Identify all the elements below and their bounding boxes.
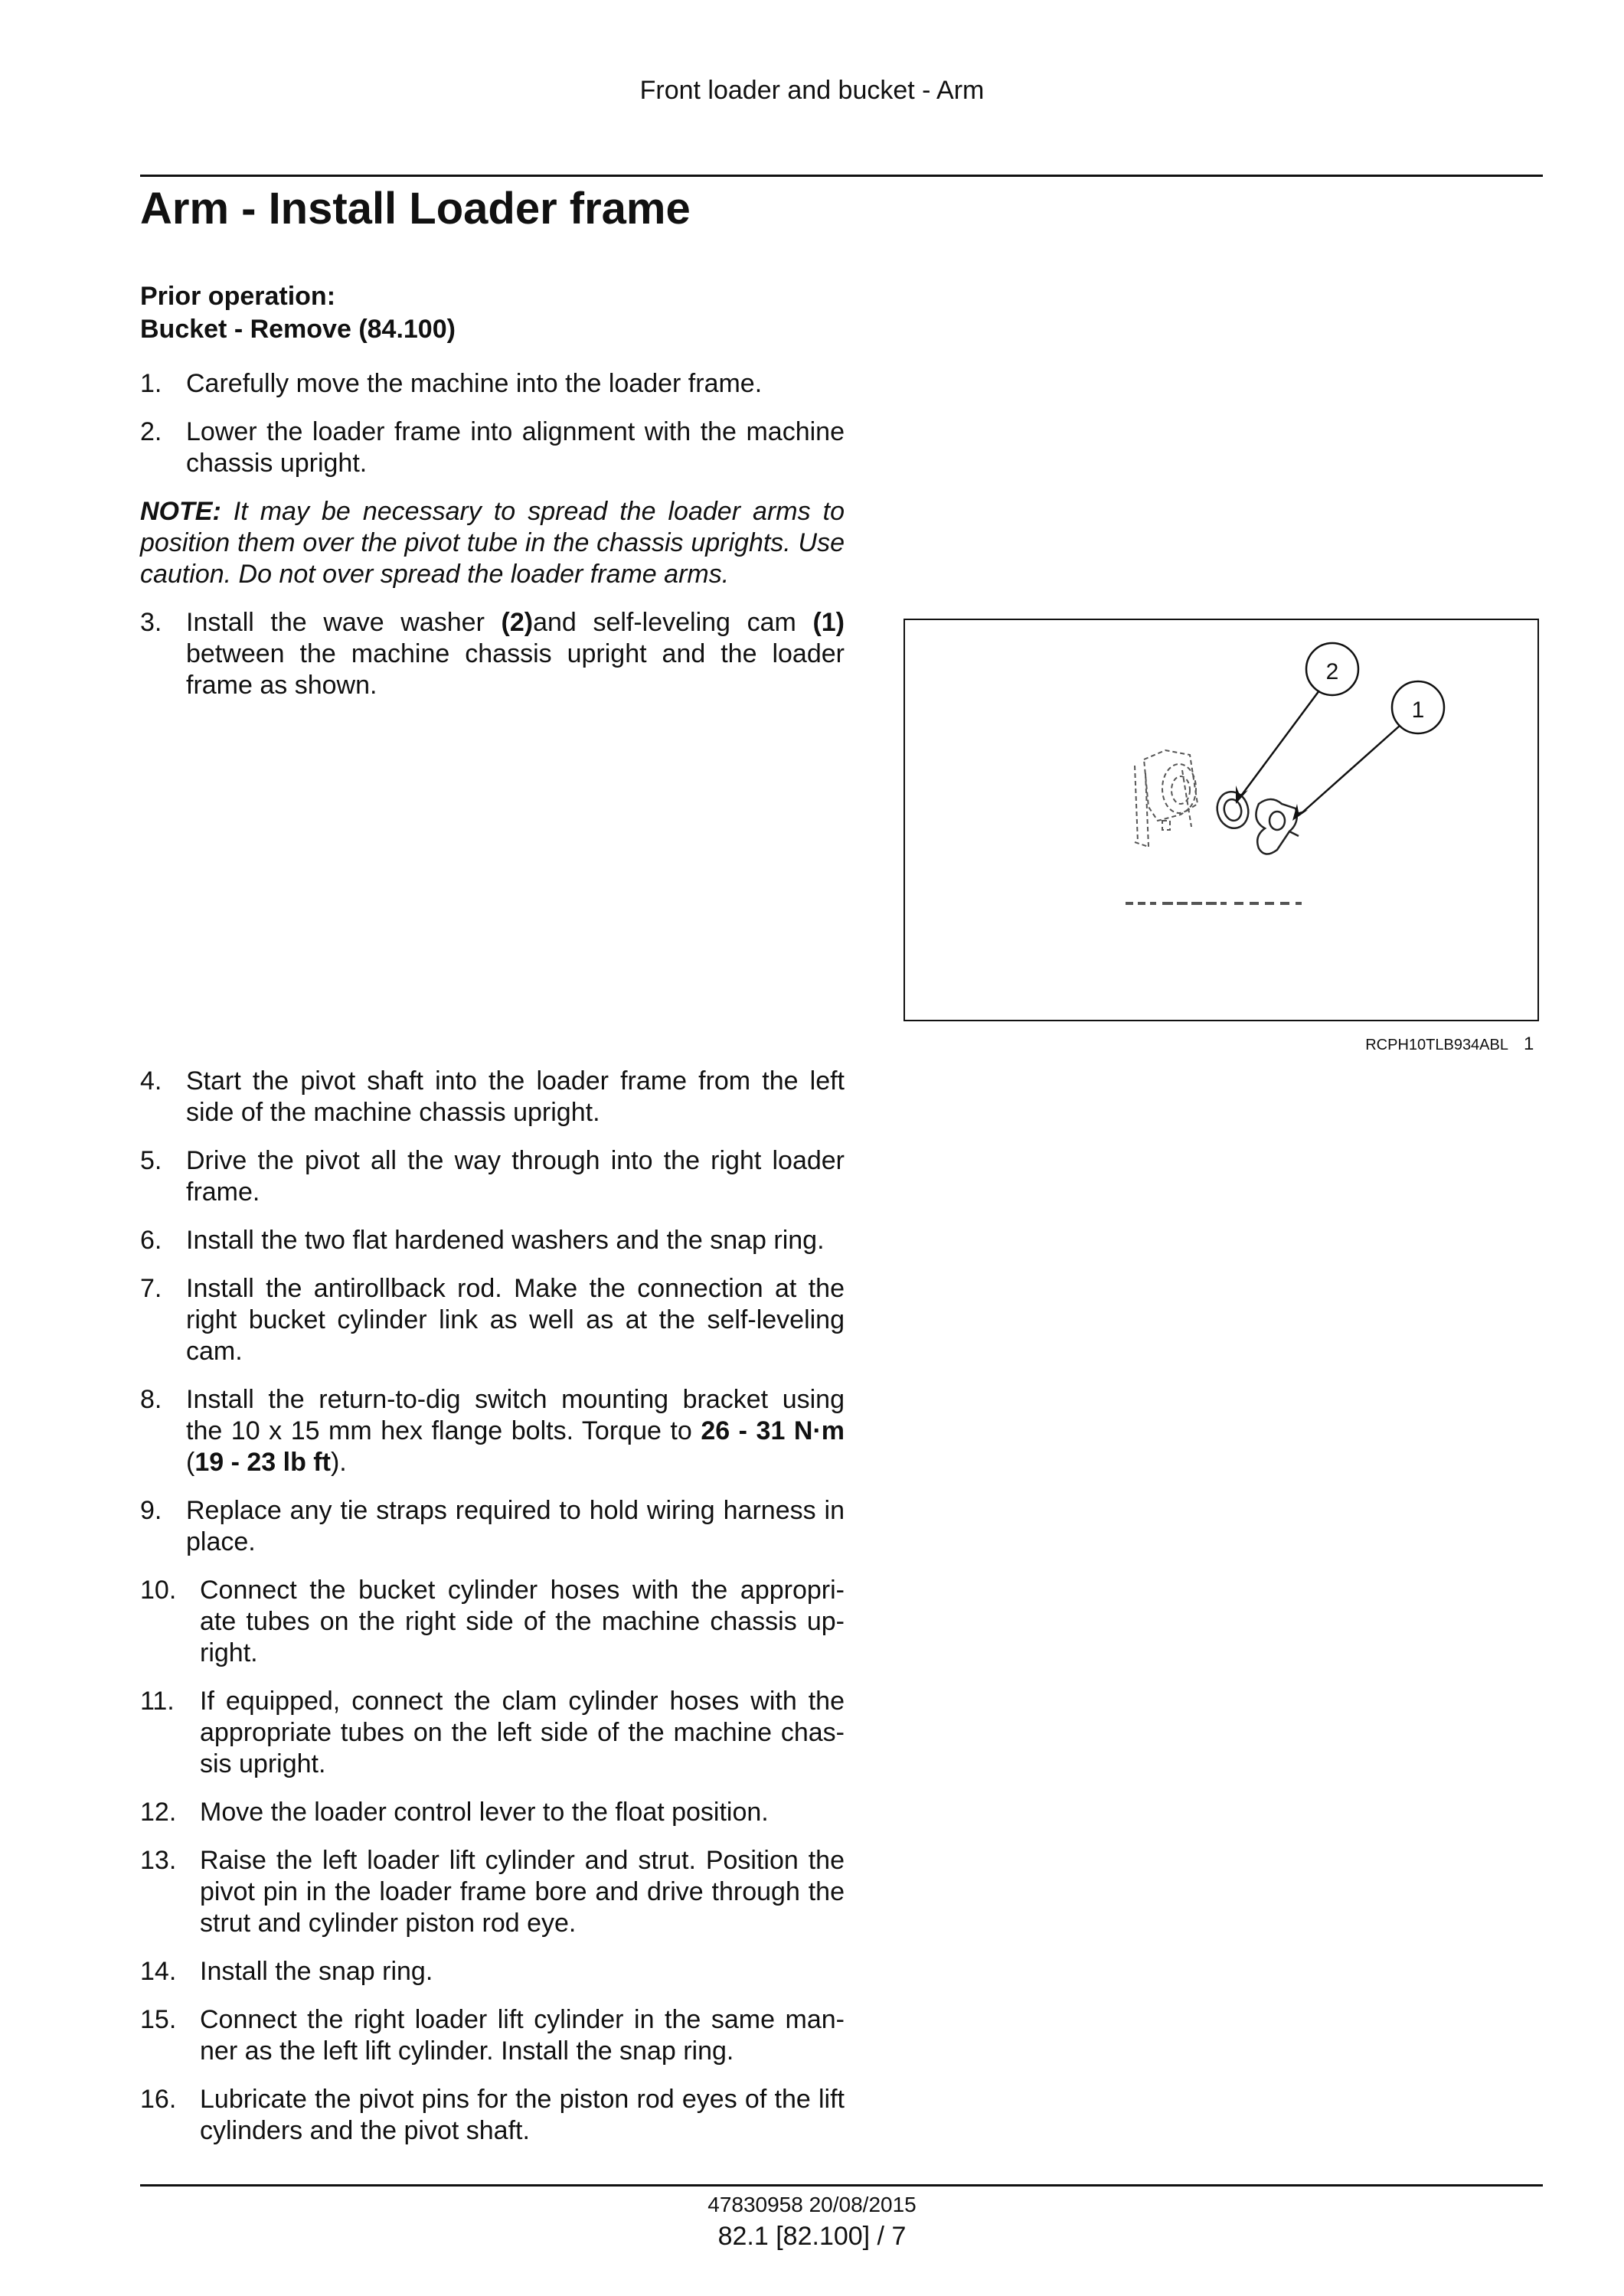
step-number: 14. [140, 1957, 177, 1986]
step-text: If equipped, connect the clam cylinder hoses with the appropriate tubes on the left side of the machine chas- sis upright. [200, 1687, 845, 1778]
step-number: 3. [140, 608, 162, 637]
torque-value-metric: 26 - 31 N·m [701, 1416, 845, 1445]
step-number: 7. [140, 1274, 162, 1303]
step-number: 4. [140, 1066, 162, 1096]
footer-rule [140, 2184, 1543, 2187]
step-text: Carefully move the machine into the loader frame. [186, 369, 763, 398]
step-text: Install the antirollback rod. Make the connection at the right bucket cylinder link as well as at the self-leveling cam. [186, 1274, 845, 1366]
step-text-part: between the machine chassis upright and the loader frame as shown. [186, 639, 845, 700]
step-number: 10. [140, 1576, 177, 1605]
step-text-part: Install the return-to-dig switch mounting bracket using the 10 x 15 mm hex flange bolts. Torque to [186, 1385, 845, 1445]
step-13 [140, 1845, 845, 1939]
step-2 [140, 416, 845, 479]
callout-1-label: 1 [1411, 697, 1425, 723]
document-code: 47830958 20/08/2015 [707, 2193, 917, 2216]
step-text: Install the snap ring. [200, 1957, 433, 1986]
steps-upper [140, 368, 845, 701]
step-number: 11. [140, 1687, 175, 1716]
step-text [186, 1385, 845, 1477]
step-text: Move the loader control lever to the float position. [200, 1798, 769, 1827]
step-number: 5. [140, 1146, 162, 1175]
step-6 [140, 1225, 845, 1256]
step-11 [140, 1686, 845, 1780]
step-10 [140, 1575, 845, 1669]
step-4 [140, 1066, 845, 1128]
step-3 [140, 607, 845, 701]
step-text-part: ( [186, 1448, 195, 1477]
step-number: 9. [140, 1496, 162, 1525]
note-label: NOTE: [140, 497, 221, 526]
step-text: Lubricate the pivot pins for the piston rod eyes of the lift cylinders and the pivot shaft. [200, 2085, 845, 2145]
step-12 [140, 1797, 845, 1828]
note [140, 496, 845, 590]
step-number: 8. [140, 1385, 162, 1414]
wave-washer-drawing [1213, 789, 1252, 832]
figure-number: 1 [1524, 1034, 1534, 1054]
step-text: Raise the left loader lift cylinder and strut. Position the pivot pin in the loader frame bore and drive through the strut and cylinder piston rod eye. [200, 1846, 845, 1938]
step-text-part: and self-leveling cam [533, 608, 813, 637]
step-number: 15. [140, 2005, 177, 2034]
figure-code: RCPH10TLB934ABL [1365, 1037, 1508, 1053]
page-number: 82.1 [82.100] / 7 [717, 2222, 907, 2251]
prior-operation-label: Prior operation: [140, 282, 336, 311]
step-number: 12. [140, 1798, 177, 1827]
step-8 [140, 1384, 845, 1478]
step-5 [140, 1145, 845, 1208]
callout-ref-2: (2) [501, 608, 534, 637]
running-header: Front loader and bucket - Arm [639, 76, 985, 105]
step-9 [140, 1495, 845, 1558]
step-text: Connect the right loader lift cylinder in the same man- ner as the left lift cylinder. Install the snap ring. [200, 2005, 845, 2066]
step-1 [140, 368, 845, 400]
callout-1 [1292, 681, 1444, 821]
step-number: 13. [140, 1846, 177, 1875]
step-text: Drive the pivot all the way through into the right loader frame. [186, 1146, 845, 1207]
prior-operation [140, 280, 456, 346]
prior-operation-reference: Bucket - Remove (84.100) [140, 315, 456, 344]
step-16 [140, 2084, 845, 2147]
page-title: Arm - Install Loader frame [140, 184, 691, 234]
step-text-part: ). [330, 1448, 347, 1477]
step-text: Lower the loader frame into alignment with the machine chassis upright. [186, 417, 845, 478]
step-7 [140, 1273, 845, 1367]
step-text [186, 608, 845, 700]
step-number: 2. [140, 417, 162, 446]
step-15 [140, 2004, 845, 2067]
step-number: 6. [140, 1226, 162, 1255]
wave-washer-cam-illustration [905, 620, 1541, 1023]
chassis-upright-drawing [1135, 750, 1198, 847]
steps-lower [140, 1066, 845, 2147]
step-number: 1. [140, 369, 162, 398]
self-leveling-cam-drawing [1256, 799, 1299, 854]
figure-1 [903, 619, 1539, 1021]
header-rule [140, 175, 1543, 177]
step-text: Start the pivot shaft into the loader frame from the left side of the machine chassis upright. [186, 1066, 845, 1127]
step-text-part: Install the wave washer [186, 608, 502, 637]
callout-ref-1: (1) [812, 608, 845, 637]
callout-2-label: 2 [1325, 659, 1339, 684]
note-text: It may be necessary to spread the loader arms to position them over the pivot tube in the chassis uprights. Use caution. Do not over spread the loader frame arms. [140, 497, 845, 589]
step-text: Replace any tie straps required to hold wiring harness in place. [186, 1496, 845, 1556]
step-number: 16. [140, 2085, 177, 2114]
step-text: Connect the bucket cylinder hoses with the appropri- ate tubes on the right side of the machine chassis up- right. [200, 1576, 845, 1667]
step-14 [140, 1956, 845, 1987]
step-text: Install the two flat hardened washers and the snap ring. [186, 1226, 825, 1255]
torque-value-imperial: 19 - 23 lb ft [194, 1448, 331, 1477]
